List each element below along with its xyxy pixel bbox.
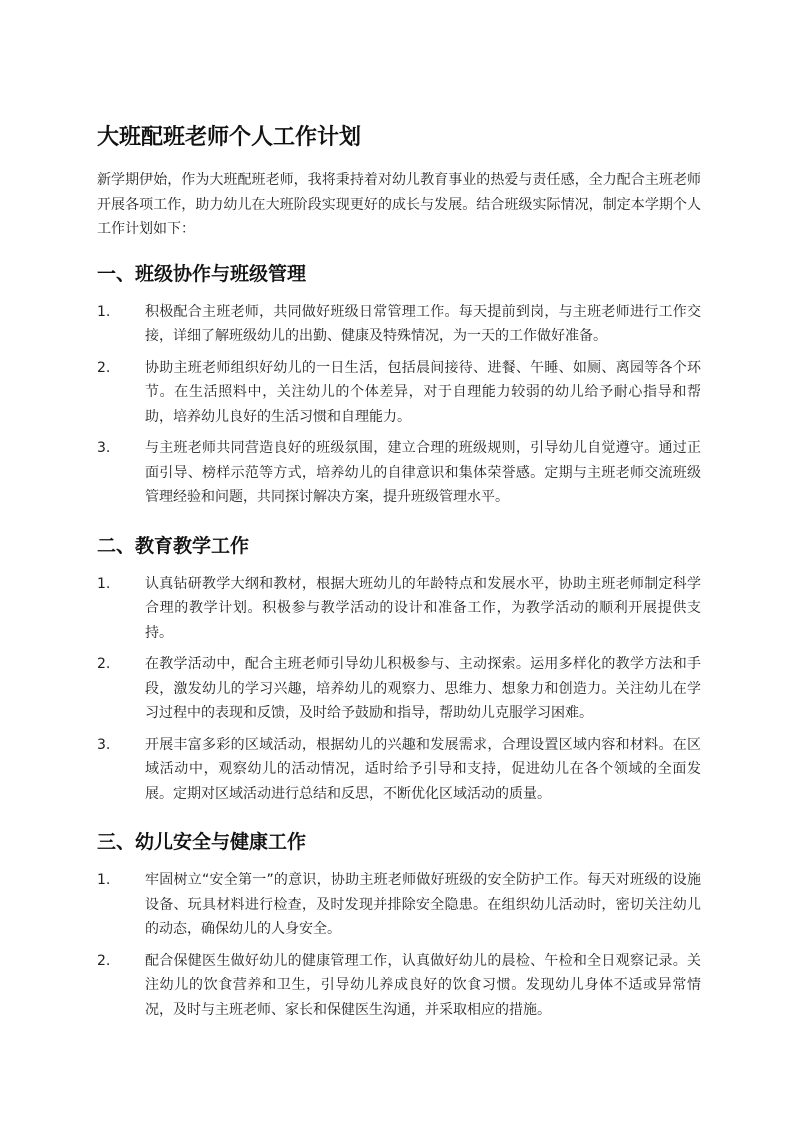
numbered-list [97, 572, 701, 807]
list-number: 1. [97, 303, 111, 320]
list-number: 1. [97, 575, 111, 592]
list-item-text: 在教学活动中，配合主班老师引导幼儿积极参与、主动探索。运用多样化的教学方法和手段，激发幼儿的学习兴趣，培养幼儿的观察力、思维力、想象力和创造力。关注幼儿在学习过程中的表现和反馈，及时给予鼓励和指导，帮助幼儿克服学习困难。 [145, 656, 701, 721]
list-number: 1. [97, 872, 111, 888]
section-heading: 一、班级协作与班级管理 [97, 262, 307, 285]
list-number: 3. [97, 440, 111, 456]
list-item-text: 认真钻研教学大纲和教材，根据大班幼儿的年龄特点和发展水平，协助主班老师制定科学合理的教学计划。积极参与教学活动的设计和准备工作，为教学活动的顺利开展提供支持。 [145, 575, 701, 641]
list-item [97, 733, 701, 807]
document-title: 大班配班老师个人工作计划 [97, 125, 362, 150]
list-item [97, 356, 701, 430]
list-item [97, 572, 701, 646]
numbered-list [97, 868, 701, 1022]
section-heading: 三、幼儿安全与健康工作 [97, 831, 307, 853]
numbered-list [97, 300, 701, 510]
list-item-text: 与主班老师共同营造良好的班级氛围，建立合理的班级规则，引导幼儿自觉遵守。通过正面引导、榜样示范等方式，培养幼儿的自律意识和集体荣誉感。定期与主班老师交流班级管理经验和问题，共同探讨解决方案，提升班级管理水平。 [145, 440, 701, 505]
list-number: 2. [97, 656, 111, 672]
list-item-text: 配合保健医生做好幼儿的健康管理工作，认真做好幼儿的晨检、午检和全日观察记录。关注幼儿的饮食营养和卫生，引导幼儿养成良好的饮食习惯。发现幼儿身体不适或异常情况，及时与主班老师、家长和保健医生沟通，并采取相应的措施。 [145, 952, 701, 1018]
list-number: 2. [97, 952, 111, 969]
list-item [97, 868, 701, 942]
list-item-text: 开展丰富多彩的区域活动，根据幼儿的兴趣和发展需求，合理设置区域内容和材料。在区域活动中，观察幼儿的活动情况，适时给予引导和支持，促进幼儿在各个领域的全面发展。定期对区域活动进行总结和反思，不断优化区域活动的质量。 [145, 736, 701, 802]
list-number: 3. [97, 736, 111, 753]
list-item [97, 436, 701, 510]
document-page [97, 122, 701, 1044]
list-item-text: 牢固树立“安全第一”的意识，协助主班老师做好班级的安全防护工作。每天对班级的设施设备、玩具材料进行检查，及时发现并排除安全隐患。在组织幼儿活动时，密切关注幼儿的动态，确保幼儿的人身安全。 [145, 872, 701, 937]
list-item-text: 积极配合主班老师，共同做好班级日常管理工作。每天提前到岗，与主班老师进行工作交接，详细了解班级幼儿的出勤、健康及特殊情况，为一天的工作做好准备。 [145, 303, 701, 344]
list-number: 2. [97, 359, 111, 376]
list-item [97, 949, 701, 1023]
list-item [97, 300, 701, 349]
list-item [97, 652, 701, 726]
list-item-text: 协助主班老师组织好幼儿的一日生活，包括晨间接待、进餐、午睡、如厕、离园等各个环节。在生活照料中，关注幼儿的个体差异，对于自理能力较弱的幼儿给予耐心指导和帮助，培养幼儿良好的生活习惯和自理能力。 [145, 359, 701, 425]
section-heading: 二、教育教学工作 [97, 534, 250, 557]
intro-paragraph: 新学期伊始，作为大班配班老师，我将秉持着对幼儿教育事业的热爱与责任感，全力配合主班老师开展各项工作，助力幼儿在大班阶段实现更好的成长与发展。结合班级实际情况，制定本学期个人工作计划如下： [97, 172, 701, 237]
